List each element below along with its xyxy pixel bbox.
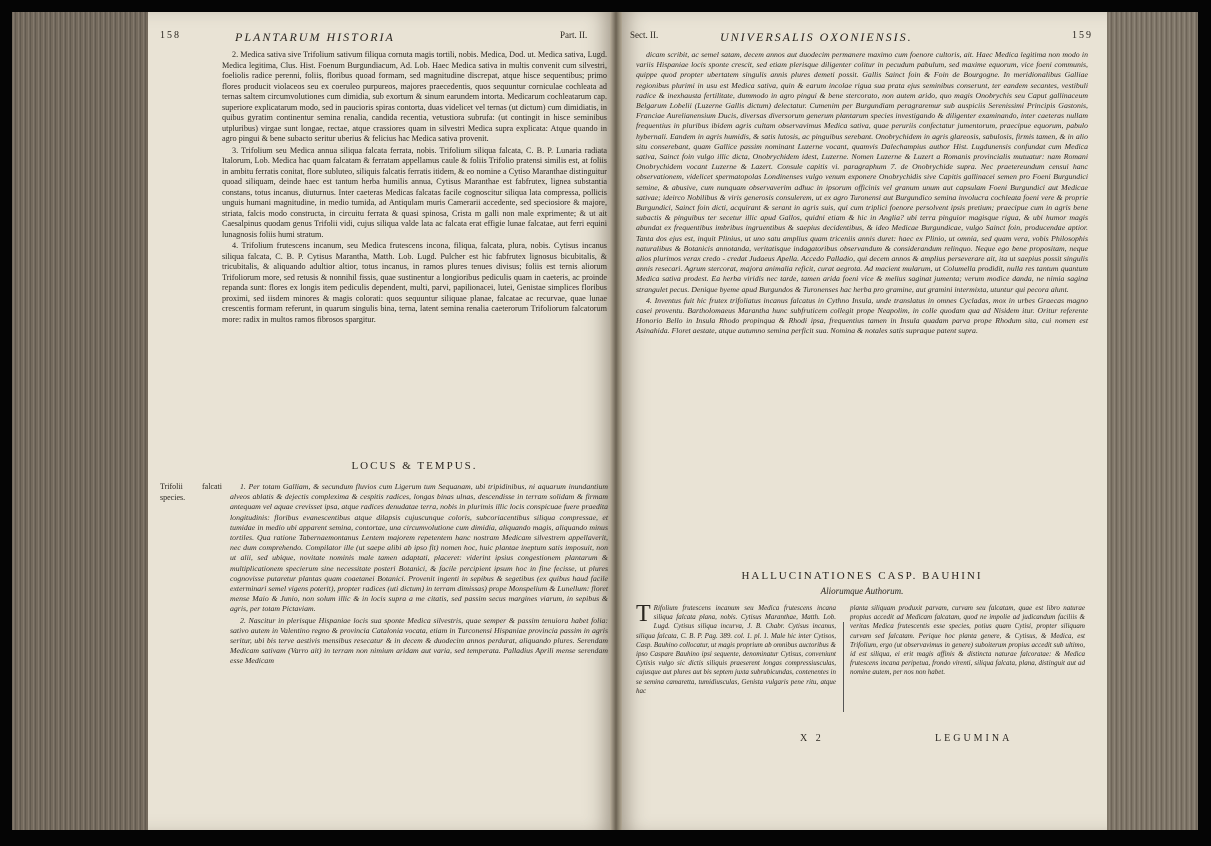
right-running-title: UNIVERSALIS OXONIENSIS.	[720, 30, 913, 44]
locus-side-label: Trifolii falcati species.	[160, 482, 222, 502]
hallucinations-column-left	[636, 601, 836, 696]
right-section-label: Sect. II.	[630, 30, 659, 40]
hallucinations-heading: HALLUCINATIONES CASP. BAUHINI	[741, 570, 983, 582]
locus-paragraph: 1. Per totam Galliam, & secundum fluvios cum Ligerum tum Sequanam, ubi tripidinibus, ni aquarum inundantium alveos ablatis & dejectis complexima & cespitis radices, longas binas ulnas, descendisse in terram solidam & firmam antequam vel aquae crevisset ipsa, atque radices denudatae terra, nobis in plurimis illic locis conspicuae fuere praedita longitudinis: floribus evanescentibus atque dilapsis cujuscunque coloris, subcoriacentibus siliqua compressae, et tumidae in medio ubi apparent semina, contortae, una circumvolutione cum dimidia, aliquando magis, aliquando minus tortiles. Qua ratione Tabernaemontanus Lentem majorem repetentem hanc nostram Medicam silvestrem appellaverit, nec dum comprehendo. Compilator ille (ut saepe alibi ab ipso fit) nomen hoc, huic plantae ineptum satis imposuit, non ut alii, sed ubique, novitate nominis male tamen adaptati, placeret: viderint ipsius congestionem plantarum & multiplicationem specierum sine necessitate posteri Botanici, & facile percipient ipsum hoc in fine fecisse, ut plures cognovisse putaretur plantas quam coaetanei Botanici. Provenit ingenti in sepibus & segetibus (ex quibus haud facile exterminari semel vigens poterit), propter radices (uti dictum) in terram dimissas) prope Monspelium & Lunellum: floret mense Maio & Junio, non solum illic & in locis supra a me citatis, sed passim secus margines viarum, in sepibus & agris, per totam Pictaviam.	[230, 482, 608, 614]
species-paragraph: 2. Medica sativa sive Trifolium sativum filiqua cornuta magis tortili, nobis. Medica, Dod. ut. Medica sativa, Lugd. Medica legitima, Clus. Hist. Foenum Burgundiacum, Ad. Lob. Haec Medica sativa in multis convenit cum silvestri, foeliolis radice perenni, foliis, floribus quoad formam, sed magnitudine discrepat, atque hisce sequentibus; primo flores producit violaceos seu ex coeruleo purpureos, majores praecedentis, quos sequuntur corniculae cochleata ad ternas saltem circumvolutiones cum dimidia, sub exortum & sinum earundem intorta. Medicarum cochleatarum cap. superiore explicatarum modo, sed in paucioris spiras contorta, duas videlicet vel ternas (ut dictum) cum dimidiatis, in quibus gyratim continentur semina renalia, candida recentia, vetustiora subrufa: (ut contingit in hisce seminibus utpluribus) virgae sunt longae, rectae, atque crassiores quam in silvestri Medica supra explicata: Atque quando in agro pingui & bene subacto seritur uberius & felicius hac Medica sativa provenit.	[222, 50, 607, 143]
locus-paragraph: 2. Nascitur in plerisque Hispaniae locis sua sponte Medica silvestris, quae semper & passim tenuiora habet folia: sativo autem in Valentino regno & provincia Catalonia vocata, etiam in Turconensi Hispaniae provincia passim in agris seritur, ubi bis terve aestivis mensibus resecatur & in decem & duodecim annos perdurat, aliquando plures. Serendam Medicam sativam (Varro ait) in terram non nimium aridam aut varia, sed temperata. Palladius Aprili mense serendam esse Medicam	[230, 615, 608, 666]
left-running-title: PLANTARUM HISTORIA	[235, 30, 395, 44]
book-gutter	[610, 12, 622, 830]
right-body-text	[636, 50, 1088, 338]
right-page-number: 159	[1072, 30, 1093, 41]
locus-heading: LOCUS & TEMPUS.	[351, 460, 478, 472]
left-page-number: 158	[160, 30, 181, 41]
signature-mark: X 2	[800, 733, 824, 744]
hallucinations-text-left: Rifolium frutescens incanum seu Medica frutescens incana siliqua falcata plana, nobis. Cytisus Maranthae, Matth. Lob. Lugd. Cytisus siliqua incurva, J. B. Chabr. Cytisus incanus, siliqua falcata, C. B. P. Pag. 389. col. 1. pl. 1. Male hic inter Cytisos, Casp. Bauhino collocatur, ut magis proprium ab omnibus auctoribus & ipso Caspare Bauhino ipsi sequente, denominatur Cytisus, conveniunt Cytisis vulgo sic dictis siliquis praeserent longas compressiusculas, cujusque aut plures aut bis septem juxta subrubicundas, contenentes in se semina camaretta, tumidiusculas, Genista vulgaris pene ritu, atque hac	[636, 604, 836, 695]
column-divider	[843, 622, 844, 712]
body-paragraph: dicam scribit, ac semel satam, decem annos aut duodecim permanere maximo cum foenore cultoris, ait. Haec Medica legitima non modo in variis Hispaniae locis sponte crescit, sed etiam plerisque diligenter colitur in pecudum pabulum, sed maxime equorum, vice foeni communis, quippe quod propter ubertatem singulis annis plures demeti possit. Gallis Sainct foin & Foin de Bourgogne. In meridionalibus Galliae regionibus plurimi in usu est Medica sativa, quin & earum incolae rigua sua prata ejus seminibus conserunt, ter eandem secantes, vestibuli radice & inexhausta fertilitate, dummodo in agro pingui & bene stercorato, non autem arido, quo magis Onobrychis seu Caput gallinaceum Belgarum Lobelii (Luzerne Gallis dictum) delectatur. Cumenim per Burgundiam peragraremur sub auspiciis Serenissimi Principis Gastonis, Franciae Aurelianensium Ducis, diversas diversorum generum plantarum species investigando & diligenter examinando, inter caeteras nullam frequentius in pluribus ibidem agris cultam observavimus Medica sativa, quae peruriis confectatur jumentorum, praecipue equorum, pabulo hybernali. Eandem in agris humidis, & satis lutosis, ac pinguibus serebant. Onobrychidem in agris glareosis, sabulosis, firmis tamen, & in alio situ conserebant, quam Gallice passim nominant Luzerne vocant, quamvis Dalechampius author Hist. Lugdunensis confundat cum Medica sativa, Sainct foin vulgo illic dicta, Onobrychidem idest, Luzerne. Nomen Luzerne & Luzert a Romanis provincialis mutuatur: nam Romani Onobrychidem vocant Luzerne & Lazert. Consule capitis vi. paragraphum 7. de Onobrychide supra. Nec praetereundum censui hanc observationem, videlicet spermatopolas Londinenses vulgo venum exponere Onobrychidis sive Capitis gallinacei semen pro Foeni Burgundici semine, & abusive, cum nunquam observaverim adhuc in ipsorum officinis vel granum unum aut capsulam Foeni Burgundici aut Medicae sativae; ideirco Nobilibus & viris generosis consulerem, ut ex agro Turonensi aut Burgundico semina involucra cochleata foeni vere & proprie Burgundici, Sainct foin dicti, acquirant & serant in agris suis, qui cum triplici foenore persolvent ipsis pretium; praecipue cum in agris bene subactis & pinguibus ter secetur illic apud Gallos, quidni etiam & hic in Anglia? ubi terra pinguior magisque rigua, & ubi humor magis abundat ex frequentibus imbribus ingruentibus & saepius decidentibus, & ideo Medicae Burgundicae, vulgo Sainct foin, producendae aptior. Tanta dos ejus est, inquit Plinius, ut uno satu amplius quam triceniis annis duret: haec ex Plinio, ut omnia, sed quam vera, vobis Philosophis naturalibus & Botanicis annotanda, veritatisque indagatoribus observandum & considerandum relinquo. Neque ego bene propositam, neque alios plurimos verax credo - credat Judaeus Apella. Accedo Palladio, qui decem annos & amplius perseverare ait, ita ut saepius possit singulis annis resecari. Agrum stercorat, majora animalia reficit, curat aegrota. Ad macient mularum, ut Columella prodidit, nulla res tantum quantum Medica sativa prodest. Ea herba viridis nec tarde, tamen arida foeni vice & melius saginat jumenta; verum modice danda, ne nimia sagina strangulet pecus. Denique byeme apud Burgundos & Turonenses hac herba pro gramine, aut gramini intermixta, utuntur qui pecora alunt.	[636, 50, 1088, 294]
catchword: LEGUMINA	[935, 733, 1013, 744]
right-book-edge	[1103, 12, 1198, 830]
left-book-edge	[12, 12, 152, 830]
species-descriptions	[222, 50, 607, 326]
locus-text	[230, 482, 608, 668]
species-paragraph: 3. Trifolium seu Medica annua siliqua falcata ferrata, nobis. Trifolium siliqua falcata, C. B. P. Lunaria radiata Italorum, Lob. Medica hac quam falcatam & ferratam appellamus caule & foliis Trifolio pratensi similis est, at foliis in ambitu ferratis conitat, flore subluteo, siliquis falcatis ferratis itidem, & eo nomine a Cytiso Maranthae distinguitur quoad siliquam, deinde haec est tantum herba humilis annua, Cytisus Maranthae est fabfrutex, lignea substantia constans, totus incanus, diuturnus. Inter caeteras Medicas falcatas facile cognoscitur siliqua lata compressa, pollicis unguis humani magnitudine, in medio tumida, ad Antiqulam muris Camerarii accedente, sed speciosiore & majore, striata, falcis modo constructa, in circuitu ferrata & quasi spinosa, Crista m galli non male exprimente; & ut ait Caesalpinus quodam genus Trifolii vidi, cujus siliqua valde lata ac falcata erat effigie lunae falcatae, aut ferri equini lunagnosis foliis humi stratum.	[222, 145, 607, 239]
left-part-label: Part. II.	[560, 30, 588, 40]
hallucinations-subheading: Aliorumque Authorum.	[820, 586, 904, 596]
body-paragraph: 4. Inventus fuit hic frutex trifoliatus incanus falcatus in Cythno Insula, unde translatus in omnes Cycladas, mox in urbes Graecas magno casei proventu. Bartholomaeus Marantha hunc subfruticem collegit prope Neapolim, in colle quodam qua ad Nisidem itur. Oritur referente Honorio Bello in Insula Rhodo propinqua & Rhodi ipsa, frequentius tamen in Insula quadam parva prope Rhodum sita, cui nomen est Asinahida. Floret aestate, atque autumno semina perficit sua. Nomina & notales satis supraque patent supra.	[636, 295, 1088, 336]
hallucinations-text-right: planta siliquam produxit parvam, curvam seu falcatam, quae est libro naturae propius accedit ad Medicam falcatam, quod ne impolie ad judicandum faciliis & veritas Medica frutescentis esse species, potius quam Cytisi, propter siliquam curvam sed falcatam. Perique hoc planta genere, & Cytisus, & Medica, est Trifolium, ergo (ut observavimus in genere) suboiterum propius accedit sub ultimo, id est siliqua, ei erit magis affinis & distincta naturae falcoratae: & Medica frutescens incana peripetua, frondo virenti, siliqua falcata, plana, distinguit aut ad nomine autem, per nos non habet.	[850, 604, 1085, 677]
drop-cap-initial: T	[636, 601, 651, 627]
species-paragraph: 4. Trifolium frutescens incanum, seu Medica frutescens incona, filiqua, falcata, plura, nobis. Cytisus incanus siliqua falcata, C. B. P. Cytisus Marantha, Matth. Lob. Lugd. Pulcher est hic fabfrutex lignosus bicubitalis, & tricubitalis, & aliquando adultior altior, totus incanus, in ramos plures tenues divisus; foliis est ternis aliorum Trifoliorum more, sed retusis & nonnihil fissis, quae sustinentur a longioribus pediculis quam in caeteris, ac proinde repanda sunt: flores ex longis item pediculis dependent, multi, parvi, papilionacei, lutei, Genistae simplices floribus proximi, sed iisdem minores & magis colorati: quos sequuntur siliquae planae, falcatae ac recurvae, quae lunae crescentis formam referunt, in quarum singulis bina, terna, latent semina renalia caeterorum Trifoliorum falcatorum more: radix in multos ramos fibrosos spargitur.	[222, 241, 607, 324]
